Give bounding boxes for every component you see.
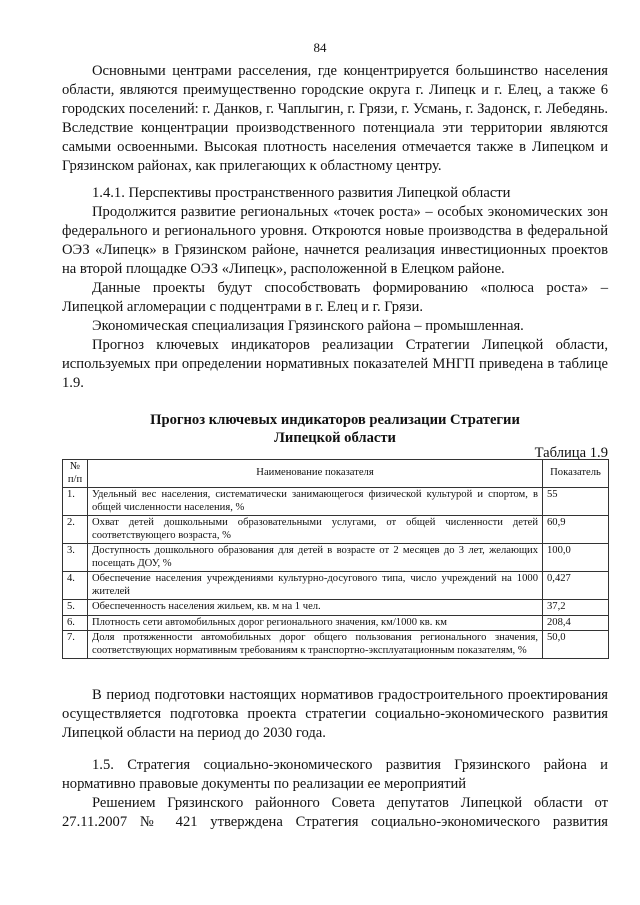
paragraph-growth-points: Продолжится развитие региональных «точек роста» – особых экономических зон федерального и регионального уровня. Откроются новые производства в федеральной ОЭЗ «Липецк» в Грязинском районе, начнется реализация инвестиционных проектов на второй площадке ОЭЗ «Липецк», расположенной в Елецком районе. xyxy=(62,204,608,277)
row-name: Обеспечение населения учреждениями культурно-досугового типа, число учреждений на 1000 жителей xyxy=(88,572,543,600)
row-num: 4. xyxy=(63,572,88,600)
row-name: Удельный вес населения, систематически занимающегося физической культурой и спортом, в общей численности населения, % xyxy=(88,488,543,516)
row-value: 60,9 xyxy=(543,516,609,544)
paragraph-agglomeration: Данные проекты будут способствовать формированию «полюса роста» – Липецкой агломерации с подцентрами в г. Елец и г. Грязи. xyxy=(62,280,608,315)
row-name: Доступность дошкольного образования для детей в возрасте от 2 месяцев до 3 лет, желающих посещать ДОУ, % xyxy=(88,544,543,572)
row-value: 0,427 xyxy=(543,572,609,600)
row-num: 5. xyxy=(63,600,88,616)
section-heading-1-4-1: 1.4.1. Перспективы пространственного развития Липецкой области xyxy=(92,185,511,201)
row-num: 1. xyxy=(63,488,88,516)
section-1-5-block xyxy=(62,756,608,832)
table-caption xyxy=(62,411,608,447)
row-name: Плотность сети автомобильных дорог регионального значения, км/1000 кв. км xyxy=(88,615,543,631)
table-row xyxy=(63,600,609,616)
header-name: Наименование показателя xyxy=(88,460,543,488)
table-row xyxy=(63,572,609,600)
row-num: 2. xyxy=(63,516,88,544)
indicators-table xyxy=(62,459,609,659)
paragraph-council-decision: Решением Грязинского районного Совета депутатов Липецкой области от 27.11.2007 № 421 утверждена Стратегия социально-экономического развития xyxy=(62,795,608,830)
row-name: Охват детей дошкольными образовательными услугами, от общей численности детей соответствующего возраста, % xyxy=(88,516,543,544)
table-caption-line1: Прогноз ключевых индикаторов реализации Стратегии xyxy=(150,412,520,428)
header-value: Показатель xyxy=(543,460,609,488)
page-number: 84 xyxy=(313,40,327,55)
header-num: № п/п xyxy=(63,460,88,488)
table-row xyxy=(63,631,609,659)
table-label: Таблица 1.9 xyxy=(534,445,608,461)
paragraph-specialization: Экономическая специализация Грязинского района – промышленная. xyxy=(92,318,524,334)
section-1-4-1-block xyxy=(62,184,608,393)
table-row xyxy=(63,544,609,572)
row-value: 100,0 xyxy=(543,544,609,572)
paragraph-strategy-2030: В период подготовки настоящих нормативов градостроительного проектирования осуществляется подготовка проекта стратегии социально-экономического развития Липецкой области на период до 2030 года. xyxy=(62,687,608,741)
table-row xyxy=(63,488,609,516)
row-name: Доля протяженности автомобильных дорог общего пользования регионального значения, соответствующих нормативным требованиям к транспортно-эксплуатационным показателям, % xyxy=(88,631,543,659)
table-row xyxy=(63,516,609,544)
row-value: 55 xyxy=(543,488,609,516)
intro-paragraph-block xyxy=(62,62,608,176)
table-caption-line2: Липецкой области xyxy=(274,430,396,446)
row-value: 50,0 xyxy=(543,631,609,659)
section-heading-1-5: 1.5. Стратегия социально-экономического развития Грязинского района и нормативно правовые документы по реализации ее мероприятий xyxy=(62,757,608,792)
table-row xyxy=(63,615,609,631)
table-header-row xyxy=(63,460,609,488)
strategy-2030-block xyxy=(62,686,608,743)
row-num: 6. xyxy=(63,615,88,631)
row-value: 208,4 xyxy=(543,615,609,631)
row-num: 7. xyxy=(63,631,88,659)
row-value: 37,2 xyxy=(543,600,609,616)
row-name: Обеспеченность населения жильем, кв. м на 1 чел. xyxy=(88,600,543,616)
row-num: 3. xyxy=(63,544,88,572)
paragraph-settlement-centers: Основными центрами расселения, где концентрируется большинство населения области, являются преимущественно городские округа г. Липецк и г. Елец, а также 6 городских поселений: г. Данков, г. Чаплыгин, г. Грязи, г. Усмань, г. Задонск, г. Лебедянь. Вследствие концентрации производственного потенциала эти территории являются самыми освоенными. Высокая плотность населения отмечается также в Липецком и Грязинском районах, как прилегающих к областному центру. xyxy=(62,63,608,174)
paragraph-forecast-intro: Прогноз ключевых индикаторов реализации Стратегии Липецкой области, используемых при определении нормативных показателей МНГП приведена в таблице 1.9. xyxy=(62,337,608,391)
